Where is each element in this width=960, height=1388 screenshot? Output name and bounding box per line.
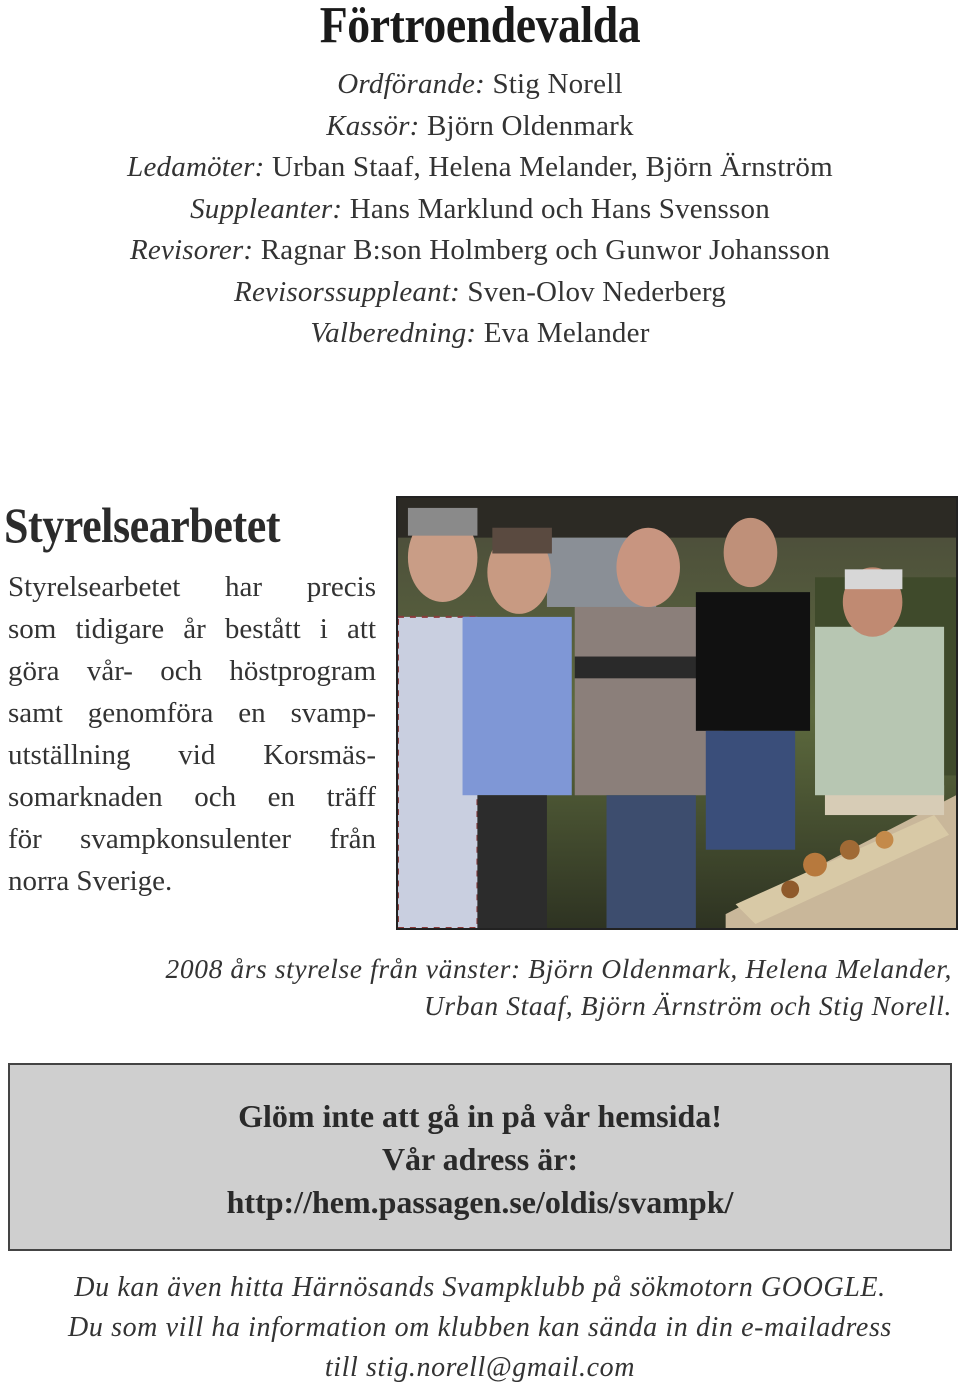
body-line: utställning vid Korsmäs- [8,739,376,771]
caption-line: Urban Staaf, Björn Ärnström och Stig Norell. [423,990,952,1021]
caption-line: 2008 års styrelse från vänster: Björn Oldenmark, Helena Melander, [165,953,952,984]
officer-row [0,147,960,189]
officer-role: Kassör: [326,109,420,142]
website-url-link[interactable]: http://hem.passagen.se/oldis/svampk/ [226,1184,734,1220]
officer-role: Valberedning: [310,317,477,349]
footer-line: Du kan även hitta Härnösands Svampklubb på sökmotorn GOOGLE. [74,1272,886,1303]
officer-names: Björn Oldenmark [426,109,634,142]
officer-role: Suppleanter: [190,192,343,225]
footer-line: Du som vill ha information om klubben kan sända in din e-mailadress [68,1312,892,1343]
officer-names: Urban Staaf, Helena Melander, Björn Ärnström [271,151,833,183]
body-line: göra vår- och höstprogram [8,655,376,687]
officer-names: Sven-Olov Nederberg [467,275,726,308]
officer-role: Ordförande: [337,68,485,100]
footer-text [0,1268,960,1388]
officer-role: Revisorssuppleant: [234,275,460,308]
section-title: Styrelsearbetet [4,497,281,553]
officer-row [0,313,960,355]
body-line: Styrelsearbetet har precis [8,571,376,603]
body-line: som tidigare år bestått i att [8,613,376,645]
photo-caption [40,950,952,1024]
board-group-photo [396,496,958,930]
page-title: Förtroendevalda [319,0,641,54]
officer-role: Ledamöter: [127,151,265,183]
officer-row [0,189,960,231]
officers-list [0,64,960,355]
website-notice-box [8,1063,952,1251]
body-line: somarknaden och en träff [8,781,376,813]
officer-role: Revisorer: [129,234,254,266]
body-line: norra Sverige. [8,865,173,897]
officer-names: Hans Marklund och Hans Svensson [349,192,770,225]
officer-row [0,230,960,272]
notice-line: Glöm inte att gå in på vår hemsida! [238,1098,722,1134]
body-line: samt genomföra en svamp- [8,697,376,729]
officer-row [0,106,960,148]
photo-illustration [398,498,956,928]
officer-names: Eva Melander [483,317,650,349]
body-line: för svampkonsulenter från [8,823,376,855]
officer-names: Stig Norell [492,68,623,100]
notice-line: Vår adress är: [381,1141,579,1177]
section-body [8,566,376,902]
officer-row [0,64,960,106]
officer-row [0,272,960,314]
footer-email-line: till stig.norell@gmail.com [324,1352,636,1383]
officer-names: Ragnar B:son Holmberg och Gunwor Johansson [260,234,831,266]
